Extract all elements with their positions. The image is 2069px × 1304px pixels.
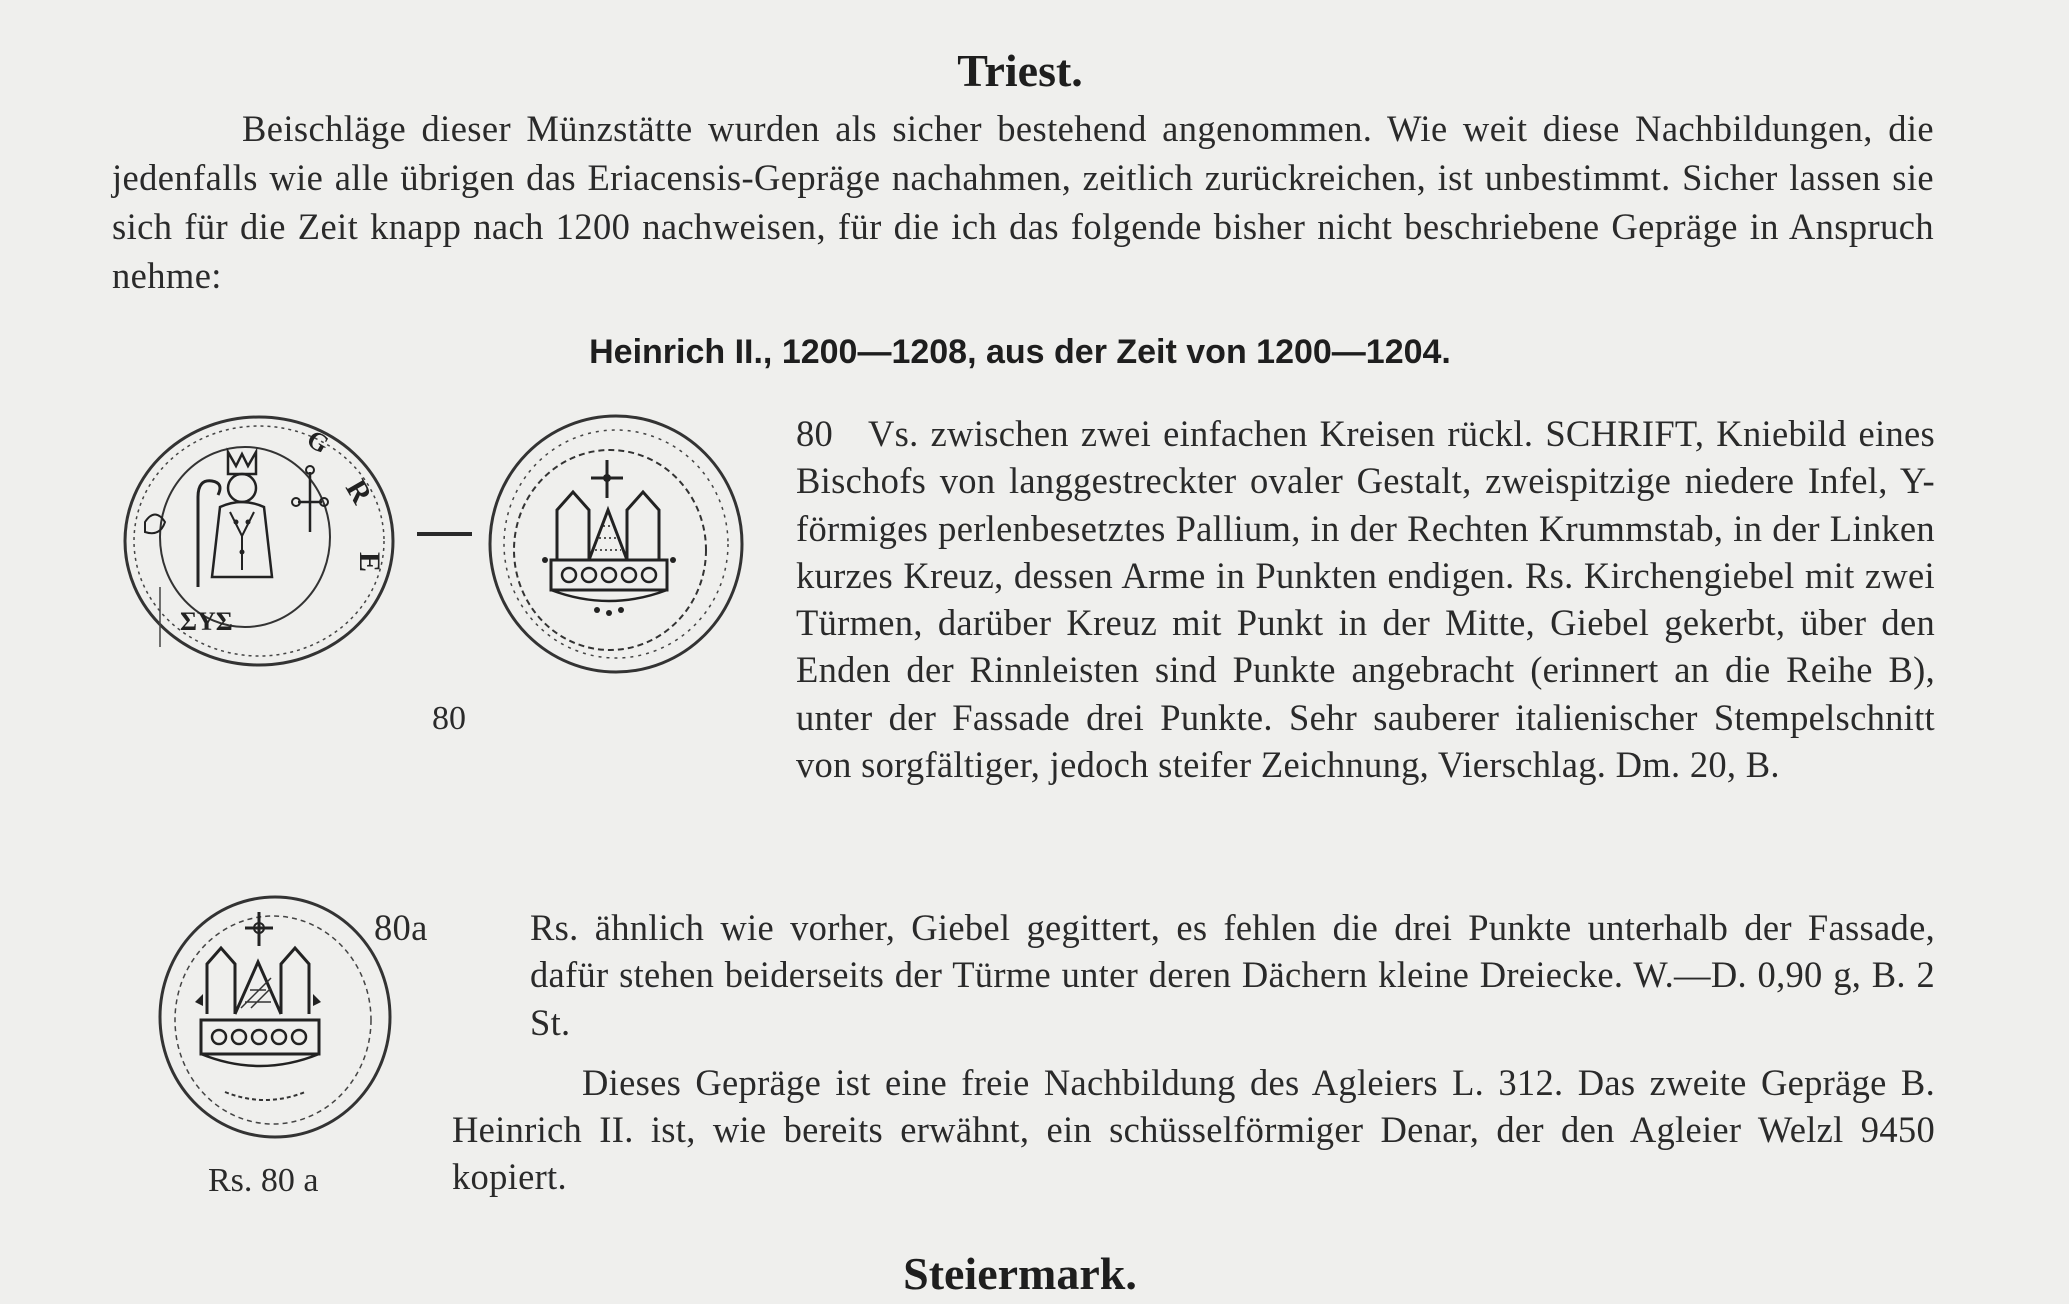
coin-80a-reverse-illustration <box>155 892 395 1142</box>
entry-80-description <box>110 410 1935 788</box>
entry-80a-number: 80a <box>374 907 428 948</box>
svg-text:G: G <box>302 424 335 460</box>
entry-80a-note: Dieses Gepräge ist eine freie Nachbildung des Agleiers L. 312. Das zweite Gepräge B. Heinrich II. ist, wie bereits erwähnt, ein schüsselförmiger Denar, der den Agleier Welzl 9450 kopiert. <box>452 1061 1935 1198</box>
page-title: Triest. <box>957 45 1083 96</box>
entry-80a-description <box>374 904 1935 1201</box>
svg-text:E: E <box>353 552 386 573</box>
svg-text:ΣΥΣ: ΣΥΣ <box>180 607 233 636</box>
coin-80a-caption: Rs. 80 a <box>208 1162 319 1199</box>
svg-text:R: R <box>338 474 379 510</box>
entry-80-text: Vs. zwischen zwei einfachen Kreisen rückl. SCHRIFT, Kniebild eines Bischofs von langgestreckter ovaler Gestalt, zweispitzige niedere Infel, Y-förmiges perlenbesetztes Pallium, in der Rechten Krummstab, in der Linken kurzes Kreuz, dessen Arme in Punkten endigen. Rs. Kirchengiebel mit zwei Türmen, darüber Kreuz mit Punkt in der Mitte, Giebel gekerbt, über den Enden der Rinnleisten sind Punkte angebracht (erinnert an die Reihe B), unter der Fassade drei Punkte. Sehr sauberer italienischer Stempelschnitt von sorgfältiger, jedoch steifer Zeichnung, Vierschlag. Dm. 20, B. <box>796 413 1935 786</box>
entry-80a-text: Rs. ähnlich wie vorher, Giebel gegittert, es fehlen die drei Punkte unterhalb der Fassade, dafür stehen beiderseits der Türme unter deren Dächern kleine Dreiecke. W.—D. 0,90 g, B. 2 St. <box>530 907 1935 1043</box>
section-heading: Heinrich II., 1200—1208, aus der Zeit von 1200—1204. <box>589 333 1451 371</box>
entry-80-number: 80 <box>796 413 834 454</box>
coin-80-caption: 80 <box>432 700 466 737</box>
intro-paragraph: Beischläge dieser Münzstätte wurden als sicher bestehend angenommen. Wie weit diese Nachbildungen, die jedenfalls wie alle übrigen das Eriacensis-Gepräge nachahmen, zeitlich zurückreichen, ist unbestimmt. Sicher lassen sie sich für die Zeit knapp nach 1200 nachweisen, für die ich das folgende bisher nicht beschriebene Gepräge in Anspruch nehme: <box>112 108 1934 296</box>
next-section-heading: Steiermark. <box>903 1248 1137 1299</box>
